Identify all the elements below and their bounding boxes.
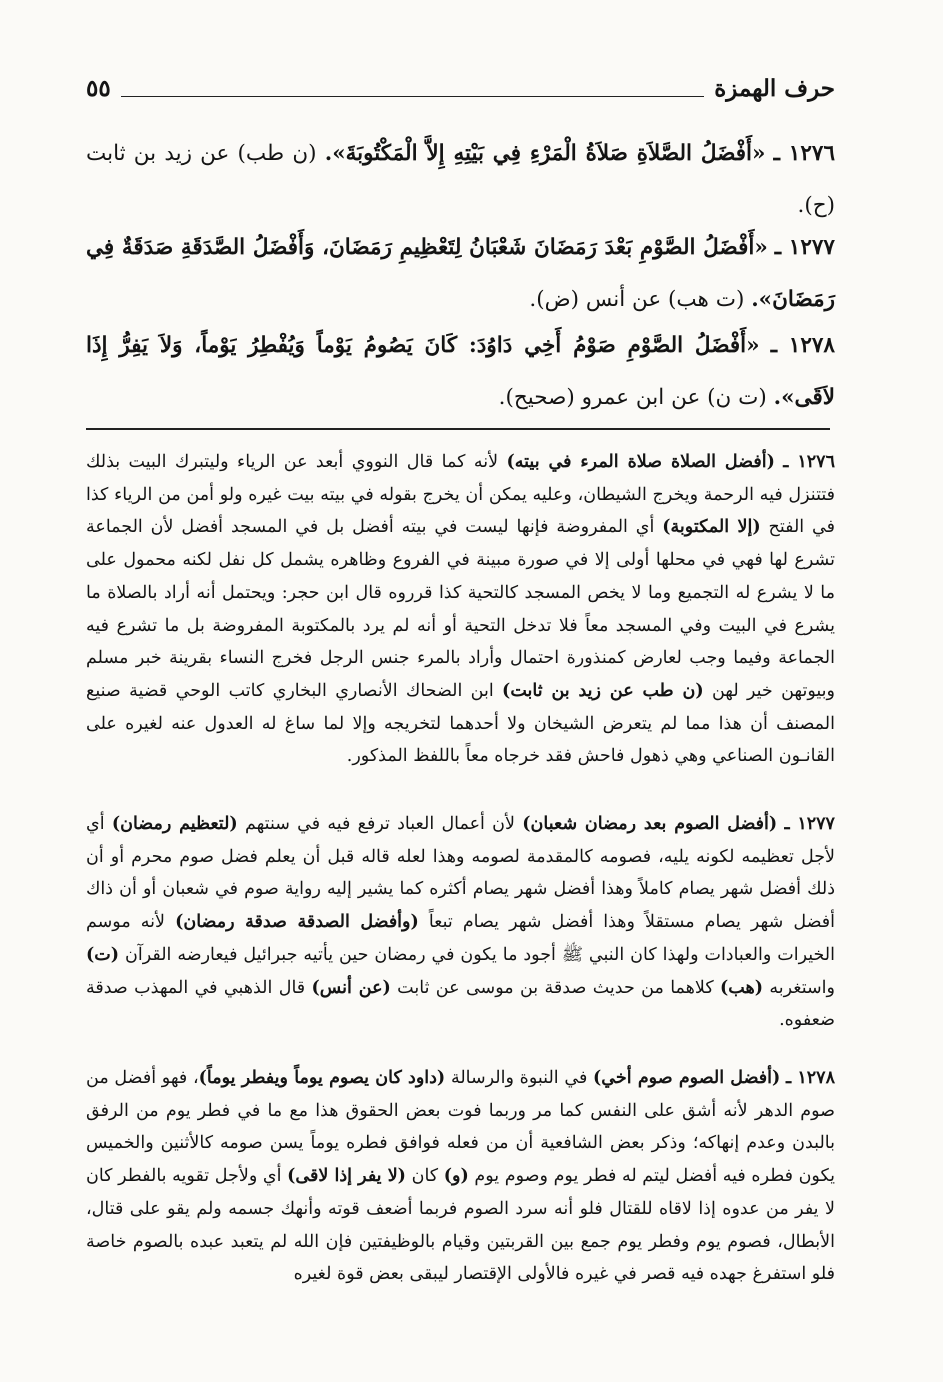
hadith-source: (ت هب) عن أنس (ض).: [529, 287, 745, 312]
commentary-text: واستغربه: [763, 977, 835, 998]
commentary-number: ١٢٧٨ ـ: [785, 1068, 835, 1088]
commentary-number: ١٢٧٦ ـ: [783, 452, 835, 472]
quoted-phrase: (داود كان يصوم يوماً ويفطر يوماً): [198, 1068, 446, 1088]
quoted-phrase: (إلا المكتوبة): [662, 517, 761, 538]
commentary-1277: [86, 808, 835, 1037]
quoted-phrase: (وأفضل الصدقة صدقة رمضان): [175, 912, 419, 933]
hadith-number: ١٢٧٦ ـ: [773, 141, 835, 166]
hadith-text: «أَفْضَلُ الصَّلاَةِ صَلاَةُ الْمَرْءِ فِي بَيْتِهِ إِلاَّ الْمَكْتُوبَةَ».: [324, 141, 766, 166]
chapter-title: حرف الهمزة: [704, 74, 835, 104]
quoted-phrase: (أفضل الصوم صوم أخي): [593, 1068, 781, 1088]
quoted-phrase: (عن أنس): [311, 977, 391, 998]
quoted-phrase: (ت): [86, 944, 120, 965]
hadith-text: «أَفْضَلُ الصَّوْمِ بَعْدَ رَمَضَانَ شَعْبَانُ لِتَعْظِيمِ رَمَضَانَ، وَأَفْضَلُ الصَّدَقَةِ صَدَقَةٌ فِي رَمَضَانَ».: [86, 235, 835, 312]
hadith-source: (ت ن) عن ابن عمرو (صحيح).: [498, 385, 767, 410]
commentary-text: أي المفروضة فإنها ليست في بيته أفضل بل في المسجد أفضل لأن الجماعة تشرع لها فهي في محلها أولى إلا في صورة مبينة في الفروع وظاهره يشمل كل نفل لكنه محمول على ما لا يشرع له التجميع وما لا يخص المسجد كالتحية كذا قرروه قال ابن حجر: ويحتمل أنه أراد بالصلاة ما يشرع في البيت وفي المسجد معاً فلا تدخل التحية أو أنه لم يرد بالمكتوبة المفروضة بل ما تشرع فيه الجماعة وفيما وجب لعارض كمنذورة احتمال وأراد بالمرء جنس الرجل فخرج النساء بقرينة خبر مسلم وبيوتهن خير لهن: [86, 517, 835, 701]
commentary-text: في النبوة والرسالة: [445, 1068, 594, 1088]
footnote-separator: [86, 428, 830, 430]
quoted-phrase: (أفضل الصلاة صلاة المرء في بيته): [506, 452, 775, 472]
commentary-text: لأنه موسم الخيرات والعبادات ولهذا كان النبي ﷺ أجود ما يكون في رمضان حين يأتيه جبرائيل فيعارضه القرآن: [86, 912, 835, 965]
hadith-text: «أَفْضَلُ الصَّوْمِ صَوْمُ أَخِي دَاوُدَ: كَانَ يَصُومُ يَوْماً وَيُفْطِرُ يَوْماً، وَلاَ يَفِرُّ إِذَا لاَقَى».: [86, 333, 835, 410]
hadith-1278: [86, 320, 835, 424]
hadith-source: (ن طب) عن زيد بن ثابت (ح).: [86, 141, 835, 218]
commentary-number: ١٢٧٧ ـ: [784, 814, 835, 834]
commentary-1276: [86, 446, 835, 773]
commentary-text: لأن أعمال العباد ترفع فيه في سنتهم: [237, 814, 523, 834]
commentary-text: كان: [405, 1166, 444, 1187]
hadith-1277: [86, 222, 835, 326]
commentary-text: قال الذهبي في المهذب صدقة ضعفوه.: [86, 977, 835, 1031]
hadith-number: ١٢٧٨ ـ: [770, 333, 835, 358]
commentary-text: أي ولأجل تقويه بالفطر كان لا يفر من عدوه إذا لاقاه للقتال فلو أنه سرد الصوم فربما أضعف قوته وأنهك جسمه ولم يقو على قتال، الأبطال، فصوم يوم وفطر يوم جمع بين القربتين وقيام بالوظيفتين فإن الله لم يتعبد عبده بالصوم خاصة فلو استفرغ جهده فيه قصر في غيره فالأولى الإقتصار ليبقى بعض قوة لغيره: [86, 1166, 835, 1285]
quoted-phrase: (ن طب عن زيد بن ثابت): [502, 680, 704, 701]
commentary-text: كلاهما من حديث صدقة بن موسى عن ثابت: [390, 977, 721, 998]
quoted-phrase: (هب): [720, 977, 764, 998]
hadith-number: ١٢٧٧ ـ: [774, 235, 835, 260]
page-number: ٥٥: [86, 74, 121, 104]
quoted-phrase: (أفضل الصوم بعد رمضان شعبان): [522, 814, 778, 834]
commentary-text: لأنه كما قال النووي أبعد عن الرياء وليتبرك البيت بذلك فتتنزل فيه الرحمة ويخرج الشيطان، وعليه يمكن أن يخرج بقوله في بيته بيت غيره ولو أمن من الرياء كذا في الفتح: [86, 452, 836, 538]
page-header: [86, 74, 835, 104]
hadith-1276: [86, 128, 835, 232]
commentary-1278: [86, 1062, 835, 1291]
commentary-text: ، فهو أفضل من صوم الدهر لأنه أشق على النفس كما مر وربما فوت بعض الحقوق هذا مع ما في فطر يوم من الرفق بالبدن وعدم إنهاكه؛ وذكر بعض الشافعية أن من فعله فوافق فطره يوماً يسن صومه كالأثنين والخميس يكون فطره فيه أفضل ليتم له فطر يوم وصوم يوم: [86, 1068, 835, 1187]
quoted-phrase: (لتعظيم رمضان): [111, 814, 238, 834]
quoted-phrase: (و): [443, 1166, 469, 1187]
commentary-text: أي لأجل تعظيمه لكونه يليه، فصومه كالمقدمة لصومه وهذا لعله قاله قبل أن يعلم فضل صوم محرم أو أن ذلك أفضل شهر يصام كاملاً وهذا أفضل شهر يصام أكثره كما يشير إليه رواية صوم في شعبان أو أن ذاك أفضل شهر يصام مستقلاً وهذا أفضل شهر يصام تبعاً: [86, 814, 835, 933]
quoted-phrase: (لا يفر إذا لاقى): [287, 1166, 406, 1187]
commentary-text: ابن الضحاك الأنصاري البخاري كاتب الوحي قضية صنيع المصنف أن هذا مما لم يتعرض الشيخان ولا أحدهما لتخريجه وإلا لما ساغ له العدول عنه لغيره على القانـون الصناعي وهي ذهول فاحش فقد خرجاه معاً باللفظ المذكور.: [86, 680, 835, 767]
